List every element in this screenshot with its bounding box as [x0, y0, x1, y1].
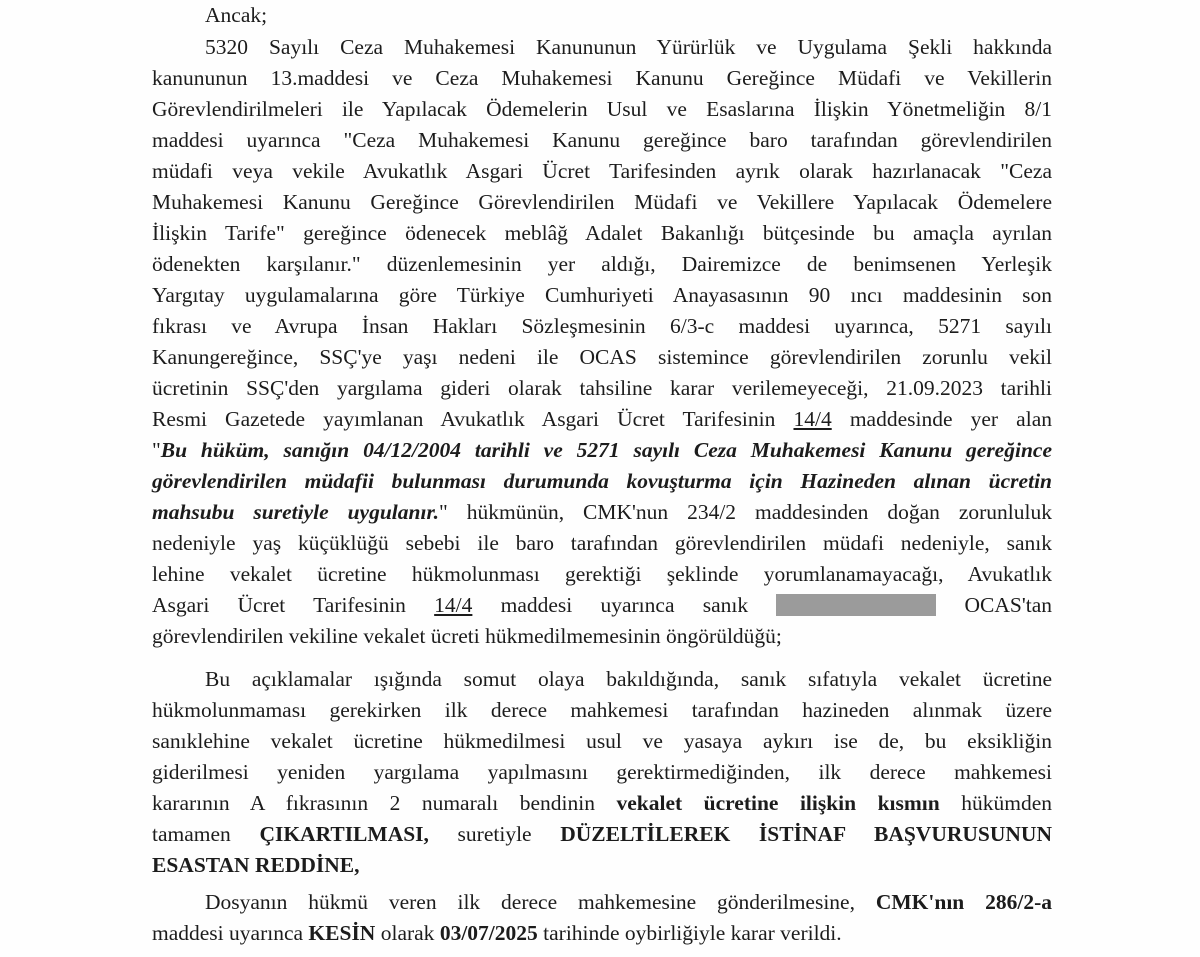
- text: hükümden: [939, 791, 1052, 815]
- text: tamamen: [152, 822, 260, 846]
- text: Görevlendirilmeleri ile Yapılacak Ödemelerin Usul ve Esaslarına İlişkin Yönetmeliğin 8/1: [152, 97, 1052, 121]
- text: Ancak;: [205, 3, 268, 27]
- paragraph-line: [152, 497, 1052, 527]
- paragraph-line: [152, 850, 1052, 880]
- paragraph-line: [152, 757, 1052, 787]
- paragraph-line: [152, 466, 1052, 496]
- text: görevlendirilen vekiline vekalet ücreti hükmedilmemesinin öngörüldüğü;: [152, 624, 782, 648]
- text: giderilmesi yeniden yargılama yapılmasını gerektirmediğinden, ilk derece mahkemesi: [152, 760, 1052, 784]
- text: İlişkin Tarife" gereğince ödenecek meblâğ Adalet Bakanlığı bütçesinde bu amaçla ayrılan: [152, 221, 1052, 245]
- paragraph-line: [152, 590, 1052, 620]
- text: 5320 Sayılı Ceza Muhakemesi Kanununun Yürürlük ve Uygulama Şekli hakkında: [205, 35, 1052, 59]
- redacted-name: [776, 594, 936, 616]
- underlined-article-ref: 14/4: [434, 593, 473, 617]
- text: olarak: [375, 921, 440, 945]
- text: ücretinin SSÇ'den yargılama gideri olarak tahsiline karar verilemeyeceği, 21.09.2023 tarihli: [152, 376, 1052, 400]
- paragraph-line: [152, 819, 1052, 849]
- bold-text: ESASTAN REDDİNE,: [152, 853, 360, 877]
- text: maddesi uyarınca sanık: [472, 593, 749, 617]
- text: fıkrası ve Avrupa İnsan Hakları Sözleşmesinin 6/3-c maddesi uyarınca, 5271 sayılı: [152, 314, 1052, 338]
- quoted-provision: görevlendirilen müdafii bulunması durumunda kovuşturma için Hazineden alınan ücretin: [152, 469, 1052, 493]
- paragraph-line: [205, 664, 1052, 694]
- paragraph-line: [152, 342, 1052, 372]
- text: Asgari Ücret Tarifesinin: [152, 593, 435, 617]
- bold-text: CMK'nın 286/2-a: [875, 890, 1052, 914]
- paragraph-line: [152, 156, 1052, 186]
- text: OCAS'tan: [964, 593, 1053, 617]
- text: maddesi uyarınca: [152, 921, 309, 945]
- text: kararının A fıkrasının 2 numaralı bendinin: [152, 791, 617, 815]
- bold-text: KESİN: [308, 921, 376, 945]
- paragraph-line: [152, 404, 1052, 434]
- paragraph-line: [205, 887, 1052, 917]
- quoted-provision: mahsubu suretiyle uygulanır.: [152, 500, 440, 524]
- paragraph-line: [152, 373, 1052, 403]
- paragraph-line: [152, 918, 1052, 948]
- text: lehine vekalet ücretine hükmolunması gerektiği şeklinde yorumlanamayacağı, Avukatlık: [152, 562, 1052, 586]
- bold-text: DÜZELTİLEREK İSTİNAF BAŞVURUSUNUN: [560, 822, 1052, 846]
- quoted-provision: Bu hüküm, sanığın 04/12/2004 tarihli ve 5271 sayılı Ceza Muhakemesi Kanunu gereğince: [160, 438, 1052, 462]
- bold-text: vekalet ücretine ilişkin kısmın: [616, 791, 940, 815]
- text: suretiyle: [428, 822, 561, 846]
- paragraph-line: [152, 187, 1052, 217]
- paragraph-line: [152, 218, 1052, 248]
- paragraph-line: [152, 435, 1052, 465]
- text: Yargıtay uygulamalarına göre Türkiye Cumhuriyeti Anayasasının 90 ıncı maddesinin son: [152, 283, 1052, 307]
- text: " hükmünün, CMK'nun 234/2 maddesinden doğan zorunluluk: [439, 500, 1053, 524]
- text: maddesinde yer alan: [831, 407, 1052, 431]
- paragraph-line: [152, 788, 1052, 818]
- underlined-article-ref: 14/4: [793, 407, 832, 431]
- text: ": [152, 438, 161, 462]
- paragraph-line: [152, 528, 1052, 558]
- text: Resmi Gazetede yayımlanan Avukatlık Asgari Ücret Tarifesinin: [152, 407, 794, 431]
- paragraph-line: [152, 559, 1052, 589]
- paragraph-line: [205, 0, 1052, 30]
- paragraph-line: [152, 125, 1052, 155]
- text: Bu açıklamalar ışığında somut olaya bakıldığında, sanık sıfatıyla vekalet ücretine: [205, 667, 1052, 691]
- text: ödenekten karşılanır." düzenlemesinin yer aldığı, Dairemizce de benimsenen Yerleşik: [152, 252, 1052, 276]
- text: Kanungereğince, SSÇ'ye yaşı nedeni ile OCAS sistemince görevlendirilen zorunlu vekil: [152, 345, 1052, 369]
- text: müdafi veya vekile Avukatlık Asgari Ücret Tarifesinden ayrık olarak hazırlanacak "Ceza: [152, 159, 1052, 183]
- text: kanununun 13.maddesi ve Ceza Muhakemesi Kanunu Gereğince Müdafi ve Vekillerin: [152, 66, 1052, 90]
- text: maddesi uyarınca "Ceza Muhakemesi Kanunu gereğince baro tarafından görevlendirilen: [152, 128, 1052, 152]
- paragraph-line: [152, 94, 1052, 124]
- paragraph-line: [152, 311, 1052, 341]
- bold-date: 03/07/2025: [439, 921, 538, 945]
- paragraph-line: [152, 695, 1052, 725]
- paragraph-line: [205, 32, 1052, 62]
- bold-text: ÇIKARTILMASI,: [259, 822, 429, 846]
- text: sanıklehine vekalet ücretine hükmedilmesi usul ve yasaya aykırı ise de, bu eksikliğin: [152, 729, 1052, 753]
- text: Dosyanın hükmü veren ilk derece mahkemesine gönderilmesine,: [205, 890, 876, 914]
- paragraph-line: [152, 280, 1052, 310]
- text: hükmolunmaması gerekirken ilk derece mahkemesi tarafından hazineden alınmak üzere: [152, 698, 1052, 722]
- text: tarihinde oybirliğiyle karar verildi.: [537, 921, 842, 945]
- paragraph-line: [152, 249, 1052, 279]
- paragraph-line: [152, 63, 1052, 93]
- paragraph-line: [152, 621, 1052, 651]
- text: nedeniyle yaş küçüklüğü sebebi ile baro tarafından görevlendirilen müdafi nedeniyle, sanık: [152, 531, 1052, 555]
- paragraph-line: [152, 726, 1052, 756]
- text: Muhakemesi Kanunu Gereğince Görevlendirilen Müdafi ve Vekillere Yapılacak Ödemelere: [152, 190, 1052, 214]
